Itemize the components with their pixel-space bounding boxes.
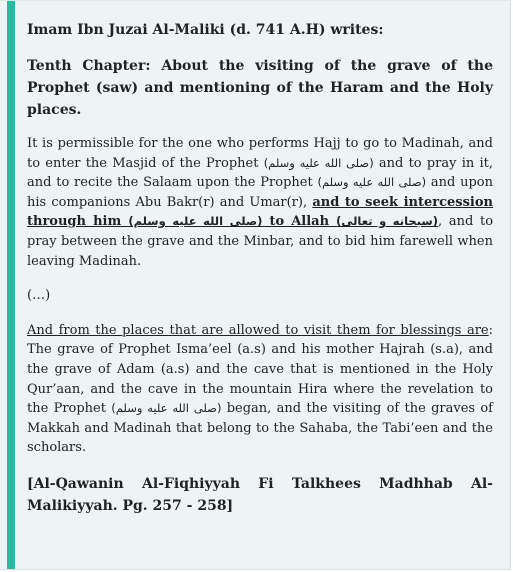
quote-content <box>27 19 493 532</box>
paragraph-text: , and to pray between the grave and the Minbar, and to bid him farewell when leaving Madinah. <box>27 214 494 269</box>
underlined-lead: And from the places that are allowed to visit them for blessings are <box>27 322 489 338</box>
paragraph-text: It is permissible for the one who performs Hajj to go to Madinah, and to enter the Masjid of the Prophet <box>27 136 493 171</box>
emphasized-text: to Allah <box>262 214 337 230</box>
chapter-title: Tenth Chapter: About the visiting of the grave of the Prophet (saw) and mentioning of the Haram and the Holy places. <box>27 58 493 118</box>
arabic-salutation: (صلى الله عليه وسلم) <box>111 401 222 416</box>
paragraph-text: and to pray in it, and to recite the Salaam upon the Prophet <box>27 155 493 191</box>
arabic-salutation: (صلى الله عليه وسلم) <box>263 155 374 170</box>
paragraph-text: began, and the visiting of the graves of Makkah and Madinah that belong to the Sahaba, the Tabi’een and the scholars. <box>27 401 493 456</box>
citation: [Al-Qawanin Al-Fiqhiyyah Fi Talkhees Madhhab Al-Malikiyyah. Pg. 257 - 258] <box>27 475 493 514</box>
quote-intro: Imam Ibn Juzai Al-Maliki (d. 741 A.H) writes: <box>27 22 384 38</box>
arabic-salutation: (صلى الله عليه وسلم) <box>317 175 427 190</box>
quote-accent-bar <box>7 1 15 569</box>
arabic-salutation: (صلى الله عليه وسلم) <box>128 214 263 229</box>
paragraph-visiting-madinah <box>27 134 493 271</box>
paragraph-blessed-places <box>27 321 493 458</box>
arabic-glorification: (سبحانه و تعالى) <box>336 214 438 229</box>
ellipsis: (…) <box>27 288 51 304</box>
paragraph-text: : The grave of Prophet Isma’eel (a.s) and his mother Hajrah (s.a), and the grave of Adam (a.s) and the cave that is mentioned in the Holy Qur’aan, and the cave in the mountain Hira where the revelation to the Prophet <box>27 322 493 417</box>
emphasized-text: and to seek intercession through him <box>27 194 493 230</box>
paragraph-text: and upon his companions Abu Bakr(r) and Umar(r), <box>27 175 493 210</box>
